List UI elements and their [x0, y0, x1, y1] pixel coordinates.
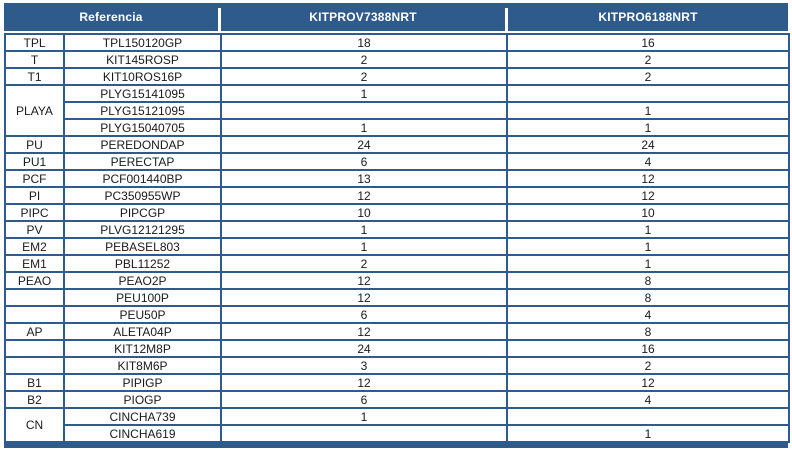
table-row — [5, 238, 789, 255]
table-row — [5, 187, 789, 204]
header-referencia: Referencia — [79, 10, 143, 24]
qty-kitpro6188nrt-cell: 12 — [507, 374, 789, 391]
group-code-cell: EM2 — [5, 238, 64, 255]
qty-kitprov7388nrt-cell: 12 — [221, 187, 507, 204]
table-row — [5, 51, 789, 68]
group-code-cell: PEAO — [5, 272, 64, 289]
qty-kitprov7388nrt-cell: 18 — [221, 34, 507, 51]
group-code-cell — [5, 357, 64, 374]
table-row — [5, 306, 789, 323]
group-code-cell — [5, 306, 64, 323]
qty-kitpro6188nrt-cell: 2 — [507, 51, 789, 68]
qty-kitprov7388nrt-cell — [221, 425, 507, 442]
qty-kitpro6188nrt-cell: 1 — [507, 119, 789, 136]
reference-cell: PC350955WP — [64, 187, 221, 204]
table-row — [5, 119, 789, 136]
qty-kitprov7388nrt-cell: 6 — [221, 391, 507, 408]
group-code-cell: T — [5, 51, 64, 68]
group-code-cell: B1 — [5, 374, 64, 391]
group-code-cell: PV — [5, 221, 64, 238]
group-code-cell: AP — [5, 323, 64, 340]
table-row — [5, 340, 789, 357]
table-row — [5, 255, 789, 272]
qty-kitpro6188nrt-cell: 12 — [507, 170, 789, 187]
header-kitprov7388nrt: KITPROV7388NRT — [309, 10, 417, 24]
qty-kitpro6188nrt-cell: 24 — [507, 136, 789, 153]
qty-kitpro6188nrt-cell: 4 — [507, 153, 789, 170]
table-row — [5, 425, 789, 442]
qty-kitprov7388nrt-cell: 24 — [221, 136, 507, 153]
reference-cell: PLYG15040705 — [64, 119, 221, 136]
qty-kitpro6188nrt-cell: 8 — [507, 272, 789, 289]
reference-cell: PEBASEL803 — [64, 238, 221, 255]
qty-kitprov7388nrt-cell: 12 — [221, 289, 507, 306]
qty-kitpro6188nrt-cell: 1 — [507, 221, 789, 238]
table-row — [5, 170, 789, 187]
table-row — [5, 136, 789, 153]
reference-cell: TPL150120GP — [64, 34, 221, 51]
table-row — [5, 374, 789, 391]
qty-kitpro6188nrt-cell: 10 — [507, 204, 789, 221]
qty-kitpro6188nrt-cell: 2 — [507, 68, 789, 85]
qty-kitpro6188nrt-cell: 1 — [507, 102, 789, 119]
table-header — [4, 3, 788, 31]
qty-kitprov7388nrt-cell: 1 — [221, 238, 507, 255]
group-code-cell: PU1 — [5, 153, 64, 170]
qty-kitprov7388nrt-cell: 1 — [221, 85, 507, 102]
qty-kitpro6188nrt-cell: 12 — [507, 187, 789, 204]
qty-kitpro6188nrt-cell: 1 — [507, 255, 789, 272]
qty-kitpro6188nrt-cell: 16 — [507, 34, 789, 51]
reference-cell: PLYG15121095 — [64, 102, 221, 119]
table-body — [5, 34, 789, 442]
reference-table — [4, 3, 788, 448]
qty-kitprov7388nrt-cell: 1 — [221, 119, 507, 136]
group-code-cell: PU — [5, 136, 64, 153]
table-row — [5, 102, 789, 119]
qty-kitpro6188nrt-cell — [507, 85, 789, 102]
group-code-cell: CN — [5, 408, 64, 442]
group-code-cell: PLAYA — [5, 85, 64, 136]
qty-kitpro6188nrt-cell: 8 — [507, 289, 789, 306]
table-row — [5, 153, 789, 170]
qty-kitprov7388nrt-cell: 6 — [221, 306, 507, 323]
qty-kitpro6188nrt-cell — [507, 408, 789, 425]
table-row — [5, 408, 789, 425]
table-row — [5, 289, 789, 306]
table-row — [5, 204, 789, 221]
reference-cell: ALETA04P — [64, 323, 221, 340]
qty-kitpro6188nrt-cell: 8 — [507, 323, 789, 340]
qty-kitprov7388nrt-cell: 12 — [221, 323, 507, 340]
reference-cell: PIPIGP — [64, 374, 221, 391]
group-code-cell: TPL — [5, 34, 64, 51]
reference-cell: PIOGP — [64, 391, 221, 408]
qty-kitpro6188nrt-cell: 2 — [507, 357, 789, 374]
table-row — [5, 391, 789, 408]
qty-kitprov7388nrt-cell: 1 — [221, 408, 507, 425]
qty-kitprov7388nrt-cell: 2 — [221, 255, 507, 272]
reference-cell: PEU50P — [64, 306, 221, 323]
qty-kitprov7388nrt-cell: 6 — [221, 153, 507, 170]
qty-kitprov7388nrt-cell — [221, 102, 507, 119]
reference-cell: PERECTAP — [64, 153, 221, 170]
reference-cell: PLYG15141095 — [64, 85, 221, 102]
reference-cell: PIPCGP — [64, 204, 221, 221]
table-row — [5, 272, 789, 289]
qty-kitprov7388nrt-cell: 2 — [221, 68, 507, 85]
table-row — [5, 357, 789, 374]
reference-cell: PLVG12121295 — [64, 221, 221, 238]
group-code-cell: PCF — [5, 170, 64, 187]
group-code-cell — [5, 289, 64, 306]
qty-kitpro6188nrt-cell: 1 — [507, 425, 789, 442]
qty-kitprov7388nrt-cell: 12 — [221, 272, 507, 289]
reference-cell: PCF001440BP — [64, 170, 221, 187]
table-grid — [4, 33, 790, 443]
reference-cell: KIT12M8P — [64, 340, 221, 357]
qty-kitprov7388nrt-cell: 1 — [221, 221, 507, 238]
reference-cell: PEU100P — [64, 289, 221, 306]
group-code-cell: EM1 — [5, 255, 64, 272]
qty-kitpro6188nrt-cell: 16 — [507, 340, 789, 357]
reference-cell: PEAO2P — [64, 272, 221, 289]
table-row — [5, 323, 789, 340]
qty-kitpro6188nrt-cell: 4 — [507, 391, 789, 408]
table-row — [5, 34, 789, 51]
group-code-cell: B2 — [5, 391, 64, 408]
reference-cell: CINCHA739 — [64, 408, 221, 425]
group-code-cell — [5, 340, 64, 357]
reference-cell: KIT10ROS16P — [64, 68, 221, 85]
table-row — [5, 85, 789, 102]
group-code-cell: PIPC — [5, 204, 64, 221]
qty-kitprov7388nrt-cell: 3 — [221, 357, 507, 374]
qty-kitprov7388nrt-cell: 24 — [221, 340, 507, 357]
header-kitpro6188nrt: KITPRO6188NRT — [598, 10, 698, 24]
table-bottom-border — [4, 443, 788, 448]
qty-kitprov7388nrt-cell: 12 — [221, 374, 507, 391]
qty-kitpro6188nrt-cell: 1 — [507, 238, 789, 255]
group-code-cell: PI — [5, 187, 64, 204]
reference-cell: KIT145ROSP — [64, 51, 221, 68]
reference-cell: PBL11252 — [64, 255, 221, 272]
reference-cell: CINCHA619 — [64, 425, 221, 442]
reference-cell: KIT8M6P — [64, 357, 221, 374]
qty-kitprov7388nrt-cell: 10 — [221, 204, 507, 221]
qty-kitprov7388nrt-cell: 13 — [221, 170, 507, 187]
qty-kitpro6188nrt-cell: 4 — [507, 306, 789, 323]
qty-kitprov7388nrt-cell: 2 — [221, 51, 507, 68]
table-row — [5, 221, 789, 238]
reference-cell: PEREDONDAP — [64, 136, 221, 153]
table-row — [5, 68, 789, 85]
group-code-cell: T1 — [5, 68, 64, 85]
